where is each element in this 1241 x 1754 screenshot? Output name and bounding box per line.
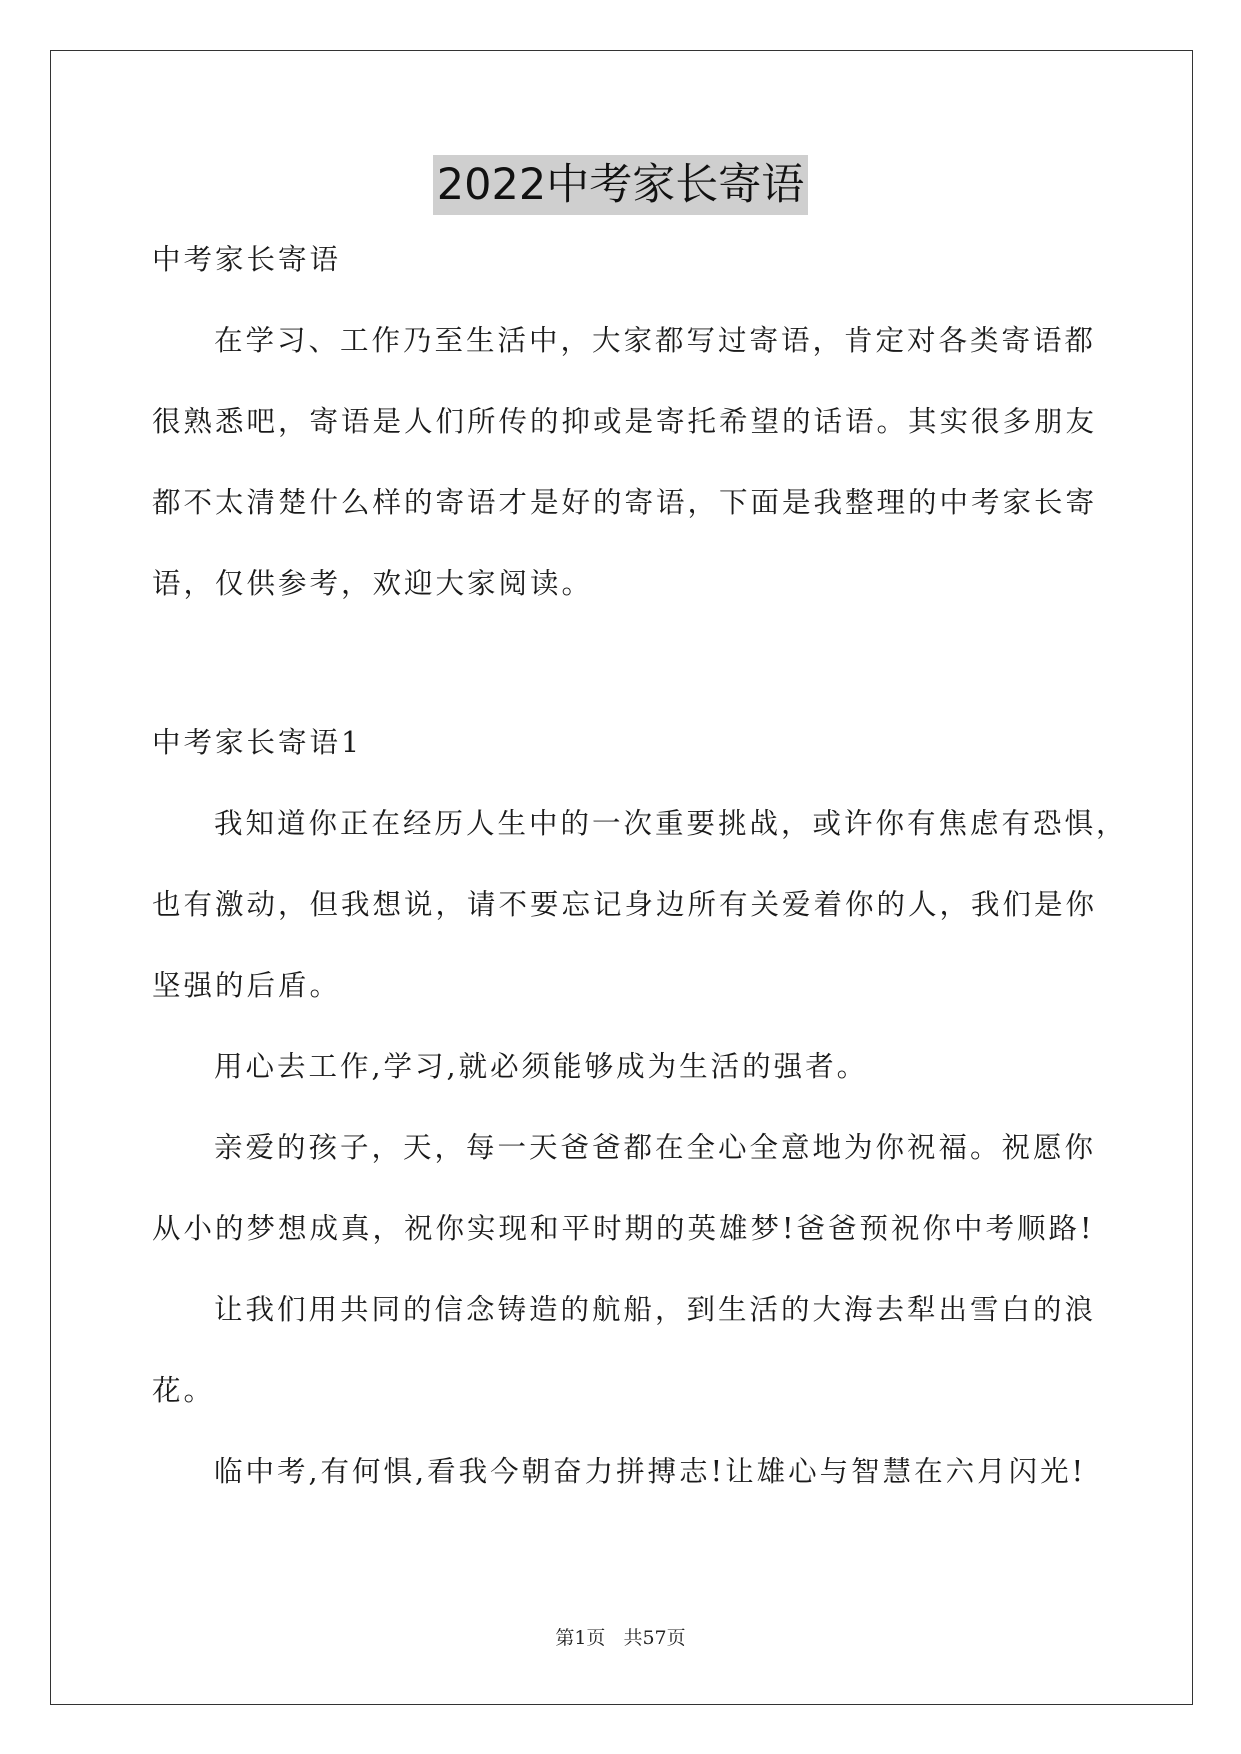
paragraph-line: 让我们用共同的信念铸造的航船，到生活的大海去犁出雪白的浪 xyxy=(214,1293,1097,1326)
paragraph-line: 亲爱的孩子，天，每一天爸爸都在全心全意地为你祝福。祝愿你 xyxy=(214,1131,1097,1164)
title-container xyxy=(0,155,1241,215)
section-heading: 中考家长寄语1 xyxy=(152,726,363,759)
paragraph-line: 坚强的后盾。 xyxy=(152,969,342,1002)
paragraph-line: 在学习、工作乃至生活中，大家都写过寄语，肯定对各类寄语都 xyxy=(214,324,1097,357)
paragraph-line: 从小的梦想成真，祝你实现和平时期的英雄梦!爸爸预祝你中考顺路! xyxy=(152,1212,1095,1245)
paragraph-line: 也有激动，但我想说，请不要忘记身边所有关爱着你的人，我们是你 xyxy=(152,888,1098,921)
document-title: 2022中考家长寄语 xyxy=(433,155,808,215)
document-body-section-1 xyxy=(152,702,1128,1512)
document-body xyxy=(152,219,1098,624)
page-number: 第1页 xyxy=(555,1627,606,1649)
paragraph-line: 临中考,有何惧,看我今朝奋力拼搏志!让雄心与智慧在六月闪光! xyxy=(214,1455,1087,1488)
paragraph-line: 花。 xyxy=(152,1374,216,1407)
paragraph-line: 我知道你正在经历人生中的一次重要挑战，或许你有焦虑有恐惧， xyxy=(214,807,1128,840)
section-heading: 中考家长寄语 xyxy=(152,243,342,276)
page-total: 共57页 xyxy=(623,1627,686,1649)
paragraph-line: 用心去工作,学习,就必须能够成为生活的强者。 xyxy=(214,1050,869,1083)
paragraph-line: 语，仅供参考，欢迎大家阅读。 xyxy=(152,567,594,600)
paragraph-line: 都不太清楚什么样的寄语才是好的寄语，下面是我整理的中考家长寄 xyxy=(152,486,1098,519)
paragraph-line: 很熟悉吧，寄语是人们所传的抑或是寄托希望的话语。其实很多朋友 xyxy=(152,405,1098,438)
page-footer xyxy=(0,1623,1241,1650)
